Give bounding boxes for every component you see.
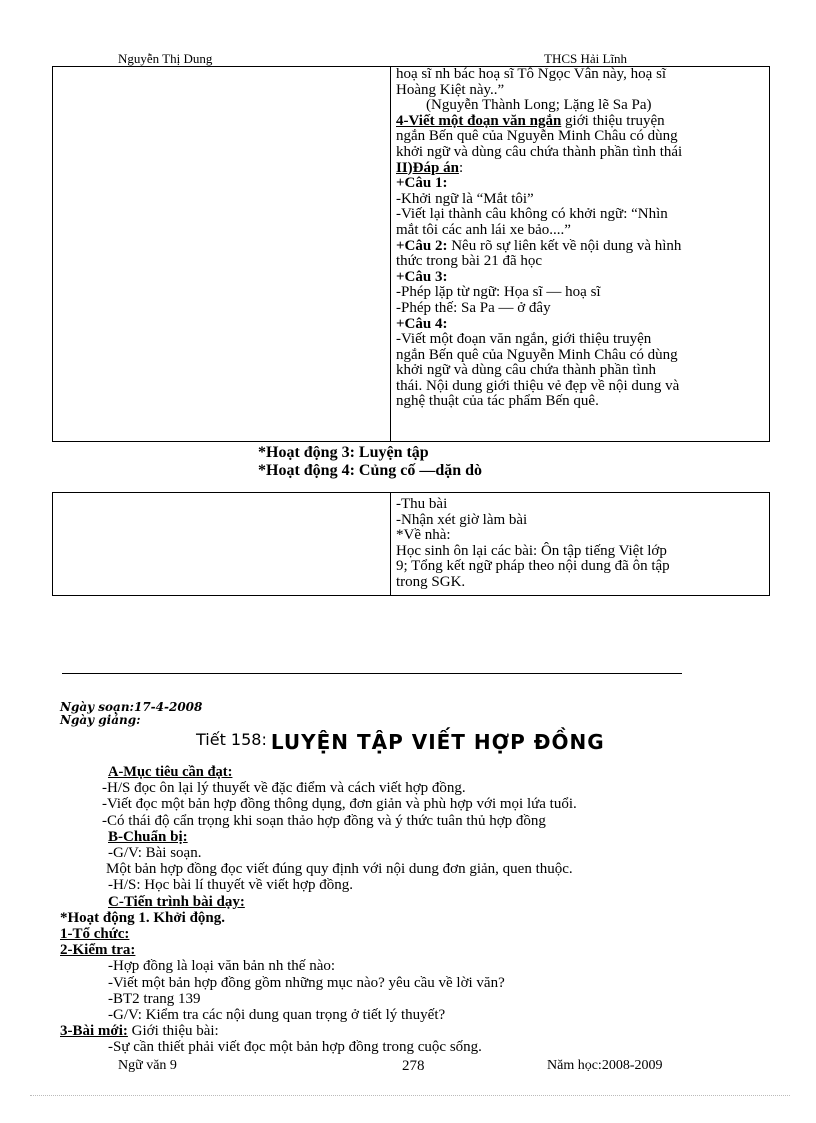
answer-2-text: Nêu rõ sự liên kết về nội dung và hình (447, 237, 682, 254)
lesson-title-block (196, 730, 605, 754)
question-4-text: giới thiệu truyện (561, 112, 665, 129)
table-line: +Câu 1: (396, 175, 448, 192)
footer-school-year: Năm học:2008-2009 (547, 1058, 663, 1073)
section-c-heading: C-Tiến trình bài dạy: (108, 893, 245, 910)
table-line: +Câu 3: (396, 268, 448, 285)
check-item: -BT2 trang 139 (108, 990, 201, 1007)
table-line (396, 161, 765, 177)
step-3-heading: 3-Bài mới: (60, 1023, 128, 1040)
header-school: THCS Hải Lĩnh (544, 51, 628, 66)
table-left-cell (53, 67, 391, 441)
check-item: -Hợp đồng là loại văn bản nh thế nào: (108, 958, 336, 975)
new-lesson-item: -Sự cần thiết phải viết đọc một bản hợp đồng trong cuộc sống. (108, 1039, 482, 1056)
table-line (396, 239, 765, 255)
table-line: -Thu bài (396, 496, 448, 512)
table-line: nghệ thuật của tác phẩm Bến quê. (396, 393, 599, 410)
table-line: ngắn Bến quê của Nguyễn Minh Châu có dùng (396, 346, 678, 363)
section-b-heading: B-Chuẩn bị: (108, 828, 188, 845)
preparation-item: Một bản hợp đồng đọc viết đúng quy định với nội dung đơn giản, quen thuộc. (106, 861, 573, 878)
answer-heading: II)Đáp án (396, 159, 459, 176)
table-right-cell (391, 67, 769, 441)
objective-item: -Có thái độ cẩn trọng khi soạn thảo hợp đồng và ý thức tuân thủ hợp đồng (102, 812, 546, 829)
preparation-item: -H/S: Học bài lí thuyết về viết hợp đồng. (108, 877, 353, 894)
table-line: +Câu 4: (396, 315, 448, 332)
step-3-line (0, 1023, 816, 1039)
answer-table (52, 66, 770, 442)
table-line: -Viết một đoạn văn ngắn, giới thiệu truyện (396, 331, 652, 348)
activity-1-heading: *Hoạt động 1. Khởi động. (60, 909, 226, 926)
table-line: -Khởi ngữ là “Mắt tôi” (396, 190, 534, 207)
lesson-title: LUYỆN TẬP VIẾT HỢP ĐỒNG (270, 730, 605, 754)
table-line: Học sinh ôn lại các bài: Ôn tập tiếng Việt lớp (396, 542, 667, 559)
table-line: hoạ sĩ nh bác hoạ sĩ Tô Ngọc Vân này, hoạ sĩ (396, 67, 667, 82)
table-line: 9; Tổng kết ngữ pháp theo nội dung đã ôn tập (396, 558, 670, 575)
teach-date: Ngày giảng: (60, 713, 141, 727)
page-bottom-border (30, 1095, 790, 1096)
preparation-item: -G/V: Bài soạn. (108, 845, 202, 862)
prep-date: Ngày soạn:17-4-2008 (60, 700, 203, 714)
table-line (396, 114, 765, 130)
table-line: *Về nhà: (396, 527, 451, 544)
table-line: mắt tôi các anh lái xe bảo....” (396, 221, 571, 238)
table-line: thức trong bài 21 đã học (396, 253, 543, 270)
check-item: -G/V: Kiểm tra các nội dung quan trọng ở tiết lý thuyết? (108, 1007, 446, 1024)
table-line: Hoàng Kiệt này..” (396, 81, 505, 98)
question-4-heading: 4-Viết một đoạn văn ngắn (396, 112, 562, 129)
lesson-number: Tiết 158: (196, 730, 267, 749)
table-line: ngắn Bến quê của Nguyễn Minh Châu có dùng (396, 128, 678, 145)
answer-2-label: +Câu 2: (396, 237, 448, 254)
table-line: -Viết lại thành câu không có khởi ngữ: “Nhìn (396, 206, 668, 223)
step-1-heading: 1-Tổ chức: (60, 926, 130, 943)
check-item: -Viết một bản hợp đồng gồm những mục nào? yêu cầu về lời văn? (108, 974, 505, 991)
table-line: -Phép thế: Sa Pa — ở đây (396, 299, 551, 316)
objective-item: -H/S đọc ôn lại lý thuyết về đặc điểm và cách viết hợp đồng. (102, 780, 466, 797)
table-left-cell (53, 493, 391, 595)
activity-3-heading: *Hoạt động 3: Luyện tập (258, 444, 429, 461)
objective-item: -Viết đọc một bản hợp đồng thông dụng, đơn giản và phù hợp với mọi lứa tuổi. (102, 796, 577, 813)
footer-subject: Ngữ văn 9 (118, 1058, 177, 1073)
answer-colon: : (458, 159, 464, 176)
review-table (52, 492, 770, 596)
section-a-heading: A-Mục tiêu cần đạt: (108, 764, 233, 780)
table-line: -Nhận xét giờ làm bài (396, 511, 528, 528)
section-divider (62, 673, 682, 674)
table-line: thái. Nội dung giới thiệu vẻ đẹp về nội dung và (396, 377, 680, 394)
step-3-text: Giới thiệu bài: (127, 1023, 219, 1040)
table-line: (Nguyễn Thành Long; Lặng lẽ Sa Pa) (426, 97, 652, 114)
table-line: khởi ngữ và dùng câu chứa thành phần tình thái (396, 143, 683, 160)
activity-4-heading: *Hoạt động 4: Củng cố —dặn dò (258, 462, 483, 479)
header-author: Nguyễn Thị Dung (118, 51, 213, 66)
table-right-cell (391, 493, 769, 595)
footer-page-number: 278 (402, 1058, 425, 1074)
lesson-body (0, 764, 816, 1056)
table-line: trong SGK. (396, 573, 466, 590)
table-line: khởi ngữ và dùng câu chứa thành phần tình (396, 362, 656, 379)
table-line: -Phép lặp từ ngữ: Họa sĩ — hoạ sĩ (396, 284, 601, 301)
step-2-heading: 2-Kiểm tra: (60, 942, 136, 959)
